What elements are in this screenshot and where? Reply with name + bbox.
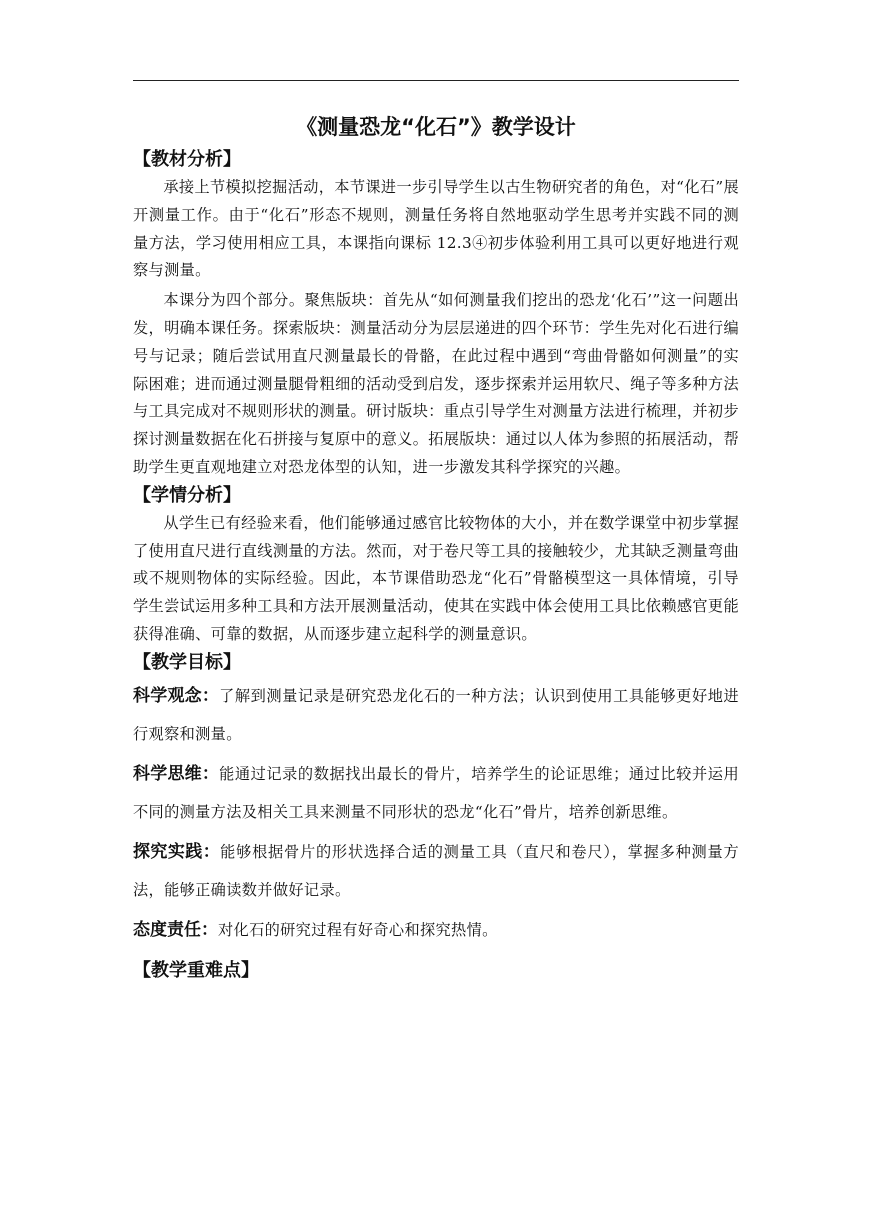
header-rule xyxy=(133,80,739,81)
goal-label: 科学观念： xyxy=(133,685,220,706)
document-title: 《测量恐龙“化石”》教学设计 xyxy=(296,115,576,139)
goal-text: 能通过记录的数据找出最长的骨片，培养学生的论证思维；通过比较并运用不同的测量方法及相关工具来测量不同形状的恐龙“化石”骨片，培养创新思维。 xyxy=(133,764,739,821)
section-heading-key-points: 【教学重难点】 xyxy=(133,959,259,981)
document-body xyxy=(133,112,739,985)
section-heading-learner-analysis: 【学情分析】 xyxy=(133,484,241,506)
section-heading-material-analysis: 【教材分析】 xyxy=(133,149,241,170)
paragraph: 本课分为四个部分。聚焦版块：首先从“如何测量我们挖出的恐龙‘化石’”这一问题出发，明确本课任务。探索版块：测量活动分为层层递进的四个环节：学生先对化石进行编号与记录；随后尝试用直尺测量最长的骨骼，在此过程中遇到“弯曲骨骼如何测量”的实际困难；进而通过测量腿骨粗细的活动受到启发，逐步探索并运用软尺、绳子等多种方法与工具完成对不规则形状的测量。研讨版块：重点引导学生对测量方法进行梳理，并初步探讨测量数据在化石拼接与复原中的意义。拓展版块：通过以人体为参照的拓展活动，帮助学生更直观地建立对恐龙体型的认知，进一步激发其科学探究的兴趣。 xyxy=(133,291,739,476)
goal-item xyxy=(133,755,739,831)
goal-text: 了解到测量记录是研究恐龙化石的一种方法；认识到使用工具能够更好地进行观察和测量。 xyxy=(133,686,739,743)
goal-label: 探究实践： xyxy=(133,841,221,862)
paragraph: 承接上节模拟挖掘活动，本节课进一步引导学生以古生物研究者的角色，对“化石”展开测量工作。由于“化石”形态不规则，测量任务将自然地驱动学生思考并实践不同的测量方法，学习使用相应工具，本课指向课标 12.3④初步体验利用工具可以更好地进行观察与测量。 xyxy=(133,178,739,280)
goal-item xyxy=(133,833,739,909)
goal-text: 对化石的研究过程有好奇心和探究热情。 xyxy=(218,920,498,939)
goal-text: 能够根据骨片的形状选择合适的测量工具（直尺和卷尺），掌握多种测量方法，能够正确读数并做好记录。 xyxy=(133,842,740,899)
goal-item xyxy=(133,677,739,753)
goal-label: 态度责任： xyxy=(133,919,218,940)
paragraph: 从学生已有经验来看，他们能够通过感官比较物体的大小，并在数学课堂中初步掌握了使用直尺进行直线测量的方法。然而，对于卷尺等工具的接触较少，尤其缺乏测量弯曲或不规则物体的实际经验。因此，本节课借助恐龙“化石”骨骼模型这一具体情境，引导学生尝试运用多种工具和方法开展测量活动，使其在实践中体会使用工具比依赖感官更能获得准确、可靠的数据，从而逐步建立起科学的测量意识。 xyxy=(133,513,739,643)
goal-label: 科学思维： xyxy=(133,763,220,784)
section-heading-teaching-goals: 【教学目标】 xyxy=(133,651,241,673)
goal-item xyxy=(133,911,739,949)
